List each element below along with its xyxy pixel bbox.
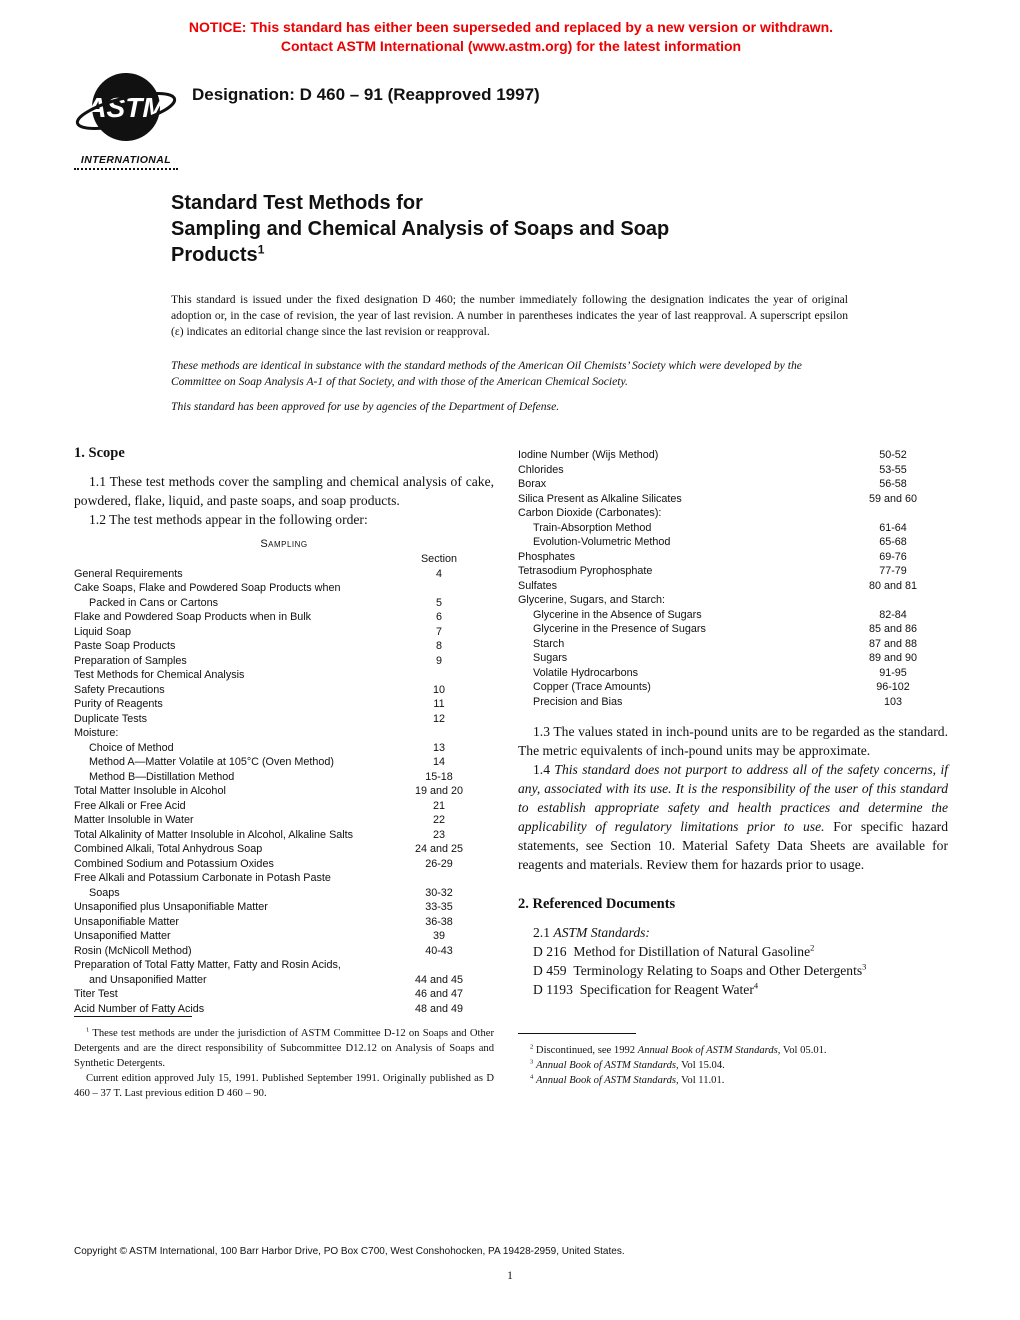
toc-row xyxy=(518,651,948,666)
toc-row xyxy=(518,666,948,681)
toc-row xyxy=(74,581,494,596)
footnote-1-block xyxy=(74,1016,494,1101)
toc-entry-label: Free Alkali or Free Acid xyxy=(74,799,186,812)
toc-entry-label: Silica Present as Alkaline Silicates xyxy=(518,492,682,505)
toc-entry-section xyxy=(384,958,494,973)
toc-entry-label: Safety Precautions xyxy=(74,683,165,696)
referenced-doc: D 1193 Specification for Reagent Water$^4$ xyxy=(533,980,759,997)
toc-entry-section xyxy=(384,668,494,683)
toc-entry-label: Liquid Soap xyxy=(74,625,132,638)
toc-row xyxy=(74,683,494,698)
toc-row xyxy=(74,813,494,828)
toc-table-left xyxy=(74,552,494,1016)
toc-row xyxy=(518,463,948,478)
toc-row xyxy=(74,944,494,959)
toc-row xyxy=(74,857,494,872)
referenced-doc: D 216 Method for Distillation of Natural Gasoline$^2$ xyxy=(533,942,815,959)
footnote-text: $^2$ Discontinued, see 1992 Annual Book of ASTM Standards, Vol 05.01. xyxy=(530,1043,827,1056)
toc-entry-label: Purity of Reagents xyxy=(74,698,163,710)
copyright-line: Copyright © ASTM International, 100 Barr Harbor Drive, PO Box C700, West Conshohocken, PA 19428-2959, United States. xyxy=(74,1246,625,1257)
toc-entry-section: 91-95 xyxy=(879,666,907,679)
toc-entry-section: 8 xyxy=(435,640,442,652)
toc-row xyxy=(74,973,494,988)
toc-row xyxy=(518,477,948,492)
toc-entry-section: 7 xyxy=(435,625,442,638)
toc-right-rows xyxy=(518,448,948,709)
right-column xyxy=(518,445,948,1101)
title-footnote-ref: 1 xyxy=(257,242,265,257)
toc-row xyxy=(518,593,948,608)
paragraph-1-2: 1.2 The test methods appear in the following order: xyxy=(89,512,368,527)
toc-row xyxy=(74,625,494,640)
toc-entry-section: 77-79 xyxy=(879,565,907,577)
toc-entry-label: Phosphates xyxy=(518,550,576,563)
toc-entry-section: 4 xyxy=(435,567,442,580)
astm-globe-icon xyxy=(74,69,178,153)
toc-entry-section: 24 and 25 xyxy=(414,843,464,855)
toc-entry-label: Choice of Method xyxy=(89,741,174,754)
toc-entry-section: 39 xyxy=(432,930,445,942)
toc-entry-section: 15-18 xyxy=(425,770,453,783)
toc-entry-section: 48 and 49 xyxy=(414,1002,464,1015)
doc-footnote-ref: 2 xyxy=(810,942,815,953)
preamble-note-2: This standard has been approved for use by agencies of the Department of Defense. xyxy=(171,400,560,413)
toc-entry-label: Paste Soap Products xyxy=(74,640,176,652)
footnote-1-edition: Current edition approved July 15, 1991. Published September 1991. Originally published as D 460 – 37 T. Last previous edition D 460 – 90. xyxy=(74,1073,494,1099)
toc-entry-label: General Requirements xyxy=(74,567,183,580)
astm-logo-subtitle: INTERNATIONAL xyxy=(74,154,178,170)
toc-row xyxy=(74,871,494,886)
toc-entry-label: Precision and Bias xyxy=(533,695,623,708)
toc-row xyxy=(74,987,494,1002)
toc-entry-section: 103 xyxy=(883,695,902,708)
toc-row xyxy=(74,726,494,741)
toc-row xyxy=(74,915,494,930)
toc-entry-section: 65-68 xyxy=(879,536,907,548)
toc-entry-section: 33-35 xyxy=(425,901,453,913)
toc-row xyxy=(74,929,494,944)
toc-entry-label: Borax xyxy=(518,478,547,490)
paragraph-2-1: 2.1 ASTM Standards: xyxy=(533,925,650,940)
toc-entry-section: 61-64 xyxy=(879,521,907,534)
paragraph-1-3: 1.3 The values stated in inch-pound units are to be regarded as the standard. The metric equivalents of inch-pound units may be approximate. xyxy=(518,724,948,758)
toc-entry-section: 5 xyxy=(435,596,442,609)
page-number: 1 xyxy=(507,1270,513,1282)
toc-entry-label: Packed in Cans or Cartons xyxy=(89,596,219,609)
preamble-note-1: These methods are identical in substance with the standard methods of the American Oil Chemists’ Society which were developed by the Committee on Soap Analysis A-1 of that Society, and with those of the American Chemical Society. xyxy=(171,359,802,388)
toc-entry-label: Combined Sodium and Potassium Oxides xyxy=(74,857,274,870)
toc-entry-section: 6 xyxy=(435,611,442,623)
toc-row xyxy=(518,506,948,521)
scope-heading: 1. Scope xyxy=(74,445,125,461)
toc-entry-section: 13 xyxy=(432,741,445,754)
toc-entry-section: 36-38 xyxy=(425,915,453,928)
toc-entry-section: 96-102 xyxy=(876,681,910,693)
toc-entry-section xyxy=(838,506,948,521)
notice-line-2: Contact ASTM International (www.astm.org) for the latest information xyxy=(280,38,742,54)
issuance-paragraph: This standard is issued under the fixed designation D 460; the number immediately following the designation indicates the year of original adoption or, in the case of revision, the year of last revision. A number in parentheses indicates the year of last reapproval. A superscript epsilon (ε) indicates an editorial change since the last revision or reapproval. xyxy=(171,293,848,338)
toc-row xyxy=(74,668,494,683)
toc-entry-section: 10 xyxy=(432,683,445,696)
toc-row xyxy=(518,579,948,594)
toc-entry-section: 56-58 xyxy=(879,478,907,490)
toc-row xyxy=(74,755,494,770)
toc-section-header: Section xyxy=(420,553,457,565)
supersession-notice xyxy=(74,18,948,56)
toc-row xyxy=(518,680,948,695)
toc-table-right xyxy=(518,448,948,709)
toc-entry-section: 85 and 86 xyxy=(868,623,918,635)
toc-entry-section: 50-52 xyxy=(879,449,907,461)
paragraph-1-1: 1.1 These test methods cover the sampling and chemical analysis of cake, powdered, flake, liquid, and paste soaps, and soap products. xyxy=(74,474,494,508)
referenced-documents-heading: 2. Referenced Documents xyxy=(518,896,676,912)
astm-logo xyxy=(74,69,178,170)
toc-entry-label: Test Methods for Chemical Analysis xyxy=(74,669,245,681)
referenced-docs-list xyxy=(518,942,948,999)
doc-footnote-ref: 3 xyxy=(862,961,867,972)
svg-text:ASTM: ASTM xyxy=(86,92,166,123)
toc-entry-label: Duplicate Tests xyxy=(74,712,148,725)
toc-entry-section xyxy=(838,593,948,608)
toc-entry-label: Total Matter Insoluble in Alcohol xyxy=(74,785,226,797)
toc-entry-label: Tetrasodium Pyrophosphate xyxy=(518,565,653,577)
toc-row xyxy=(74,567,494,582)
toc-entry-section xyxy=(384,581,494,596)
toc-row xyxy=(74,784,494,799)
preamble-notes xyxy=(171,358,848,415)
toc-row xyxy=(518,550,948,565)
toc-row xyxy=(518,695,948,710)
toc-row xyxy=(518,637,948,652)
toc-row xyxy=(74,654,494,669)
toc-entry-label: Preparation of Samples xyxy=(74,654,187,667)
toc-entry-section xyxy=(384,871,494,886)
toc-row xyxy=(74,828,494,843)
toc-row xyxy=(74,596,494,611)
toc-entry-section: 30-32 xyxy=(425,886,453,899)
referenced-doc: D 459 Terminology Relating to Soaps and Other Detergents$^3$ xyxy=(533,961,867,978)
toc-row xyxy=(518,535,948,550)
toc-entry-section: 82-84 xyxy=(879,608,907,621)
toc-entry-label: Free Alkali and Potassium Carbonate in Potash Paste xyxy=(74,872,331,884)
toc-entry-label: Sulfates xyxy=(518,579,558,592)
toc-entry-label: Starch xyxy=(533,637,565,650)
toc-entry-section: 11 xyxy=(433,698,445,710)
toc-entry-label: Flake and Powdered Soap Products when in Bulk xyxy=(74,611,312,623)
toc-entry-label: Unsaponified Matter xyxy=(74,930,171,942)
left-column xyxy=(74,445,494,1101)
two-column-body xyxy=(74,445,948,1101)
toc-row xyxy=(518,564,948,579)
toc-entry-label: Preparation of Total Fatty Matter, Fatty and Rosin Acids, xyxy=(74,959,341,971)
toc-entry-label: Glycerine, Sugars, and Starch: xyxy=(518,594,666,606)
toc-row xyxy=(518,608,948,623)
designation-line: Designation: D 460 – 91 (Reapproved 1997) xyxy=(192,85,540,104)
toc-row xyxy=(74,958,494,973)
toc-entry-section: 19 and 20 xyxy=(414,785,464,797)
toc-row xyxy=(518,521,948,536)
notice-line-1: NOTICE: This standard has either been superseded and replaced by a new version or withdrawn. xyxy=(188,19,834,35)
toc-row xyxy=(74,610,494,625)
standard-title xyxy=(171,190,948,268)
toc-row xyxy=(74,770,494,785)
toc-entry-section: 23 xyxy=(432,828,445,841)
toc-entry-label: Method A—Matter Volatile at 105°C (Oven Method) xyxy=(89,756,334,768)
footnote-divider xyxy=(518,1033,636,1034)
toc-entry-section: 69-76 xyxy=(879,550,907,563)
title-line-1: Standard Test Methods for xyxy=(171,192,423,214)
footnote-divider xyxy=(74,1016,192,1017)
toc-row xyxy=(74,697,494,712)
toc-row xyxy=(518,492,948,507)
toc-entry-label: Volatile Hydrocarbons xyxy=(533,666,639,679)
toc-entry-section: 9 xyxy=(435,654,442,667)
toc-entry-section: 46 and 47 xyxy=(414,988,464,1000)
toc-entry-label: Evolution-Volumetric Method xyxy=(533,536,671,548)
toc-row xyxy=(518,448,948,463)
toc-entry-label: Sugars xyxy=(533,652,568,664)
toc-entry-label: Matter Insoluble in Water xyxy=(74,814,194,826)
toc-entry-label: Total Alkalinity of Matter Insoluble in Alcohol, Alkaline Salts xyxy=(74,828,354,841)
sampling-table-caption: Sampling xyxy=(260,538,308,550)
toc-entry-label: Soaps xyxy=(89,886,120,899)
toc-entry-section: 89 and 90 xyxy=(868,652,918,664)
toc-entry-label: Train-Absorption Method xyxy=(533,521,652,534)
toc-left-rows xyxy=(74,567,494,1017)
toc-row xyxy=(74,886,494,901)
toc-entry-section: 53-55 xyxy=(879,463,907,476)
toc-entry-label: Acid Number of Fatty Acids xyxy=(74,1002,205,1015)
toc-row xyxy=(74,799,494,814)
doc-footnote-ref: 4 xyxy=(753,980,759,991)
toc-row xyxy=(518,622,948,637)
toc-entry-label: Moisture: xyxy=(74,727,119,739)
toc-entry-label: Combined Alkali, Total Anhydrous Soap xyxy=(74,843,263,855)
toc-entry-label: Unsaponified plus Unsaponifiable Matter xyxy=(74,901,268,913)
toc-row xyxy=(74,900,494,915)
title-line-2: Sampling and Chemical Analysis of Soaps and Soap xyxy=(171,218,670,240)
footnote-text: $^3$ Annual Book of ASTM Standards, Vol 15.04. xyxy=(530,1058,725,1071)
toc-entry-section: 59 and 60 xyxy=(868,492,918,505)
document-header xyxy=(74,69,948,170)
toc-entry-section: 21 xyxy=(432,799,445,812)
toc-entry-section: 26-29 xyxy=(425,857,453,870)
toc-entry-label: Carbon Dioxide (Carbonates): xyxy=(518,507,662,519)
toc-entry-label: Unsaponifiable Matter xyxy=(74,915,180,928)
toc-row xyxy=(74,741,494,756)
toc-header-row xyxy=(74,552,494,567)
footnote-1-text: $^1$ These test methods are under the jurisdiction of ASTM Committee D-12 on Soaps and Other Detergents and are the direct responsibility of Subcommittee D12.12 on Analysis of Soaps and Synthetic Detergents. xyxy=(74,1026,494,1069)
footnote-text: $^4$ Annual Book of ASTM Standards, Vol 11.01. xyxy=(530,1073,725,1086)
toc-entry-section: 44 and 45 xyxy=(414,973,464,986)
toc-entry-section: 12 xyxy=(432,712,445,725)
toc-row xyxy=(74,712,494,727)
toc-entry-section: 80 and 81 xyxy=(868,579,918,592)
toc-entry-label: Rosin (McNicoll Method) xyxy=(74,944,192,957)
toc-entry-label: Titer Test xyxy=(74,988,118,1000)
title-line-3: Products$^1$ xyxy=(171,242,265,266)
toc-entry-section: 87 and 88 xyxy=(868,637,918,650)
toc-entry-label: Copper (Trace Amounts) xyxy=(533,681,651,693)
toc-row xyxy=(74,842,494,857)
paragraph-1-4: 1.4 This standard does not purport to address all of the safety concerns, if any, associated with its use. It is the responsibility of the user of this standard to establish appropriate safety and health practices and determine the applicability of regulatory limitations prior to use. For specific hazard statements, see Section 10. Material Safety Data Sheets are available for reagents and materials. Review them for hazards prior to usage. xyxy=(518,762,949,872)
toc-entry-label: Method B—Distillation Method xyxy=(89,770,235,783)
toc-entry-label: Cake Soaps, Flake and Powdered Soap Products when xyxy=(74,582,341,594)
toc-entry-label: Glycerine in the Presence of Sugars xyxy=(533,623,706,635)
toc-entry-label: Chlorides xyxy=(518,463,564,476)
toc-entry-section: 22 xyxy=(432,814,445,826)
toc-entry-section xyxy=(384,726,494,741)
toc-entry-label: Glycerine in the Absence of Sugars xyxy=(533,608,702,621)
toc-entry-section: 40-43 xyxy=(425,944,453,957)
toc-entry-label: Iodine Number (Wijs Method) xyxy=(518,449,659,461)
footnotes-2-4-block xyxy=(518,1033,948,1088)
toc-row xyxy=(74,1002,494,1017)
toc-entry-label: and Unsaponified Matter xyxy=(89,973,207,986)
toc-row xyxy=(74,639,494,654)
toc-entry-section: 14 xyxy=(432,756,445,768)
footnote-rows xyxy=(518,1043,948,1088)
